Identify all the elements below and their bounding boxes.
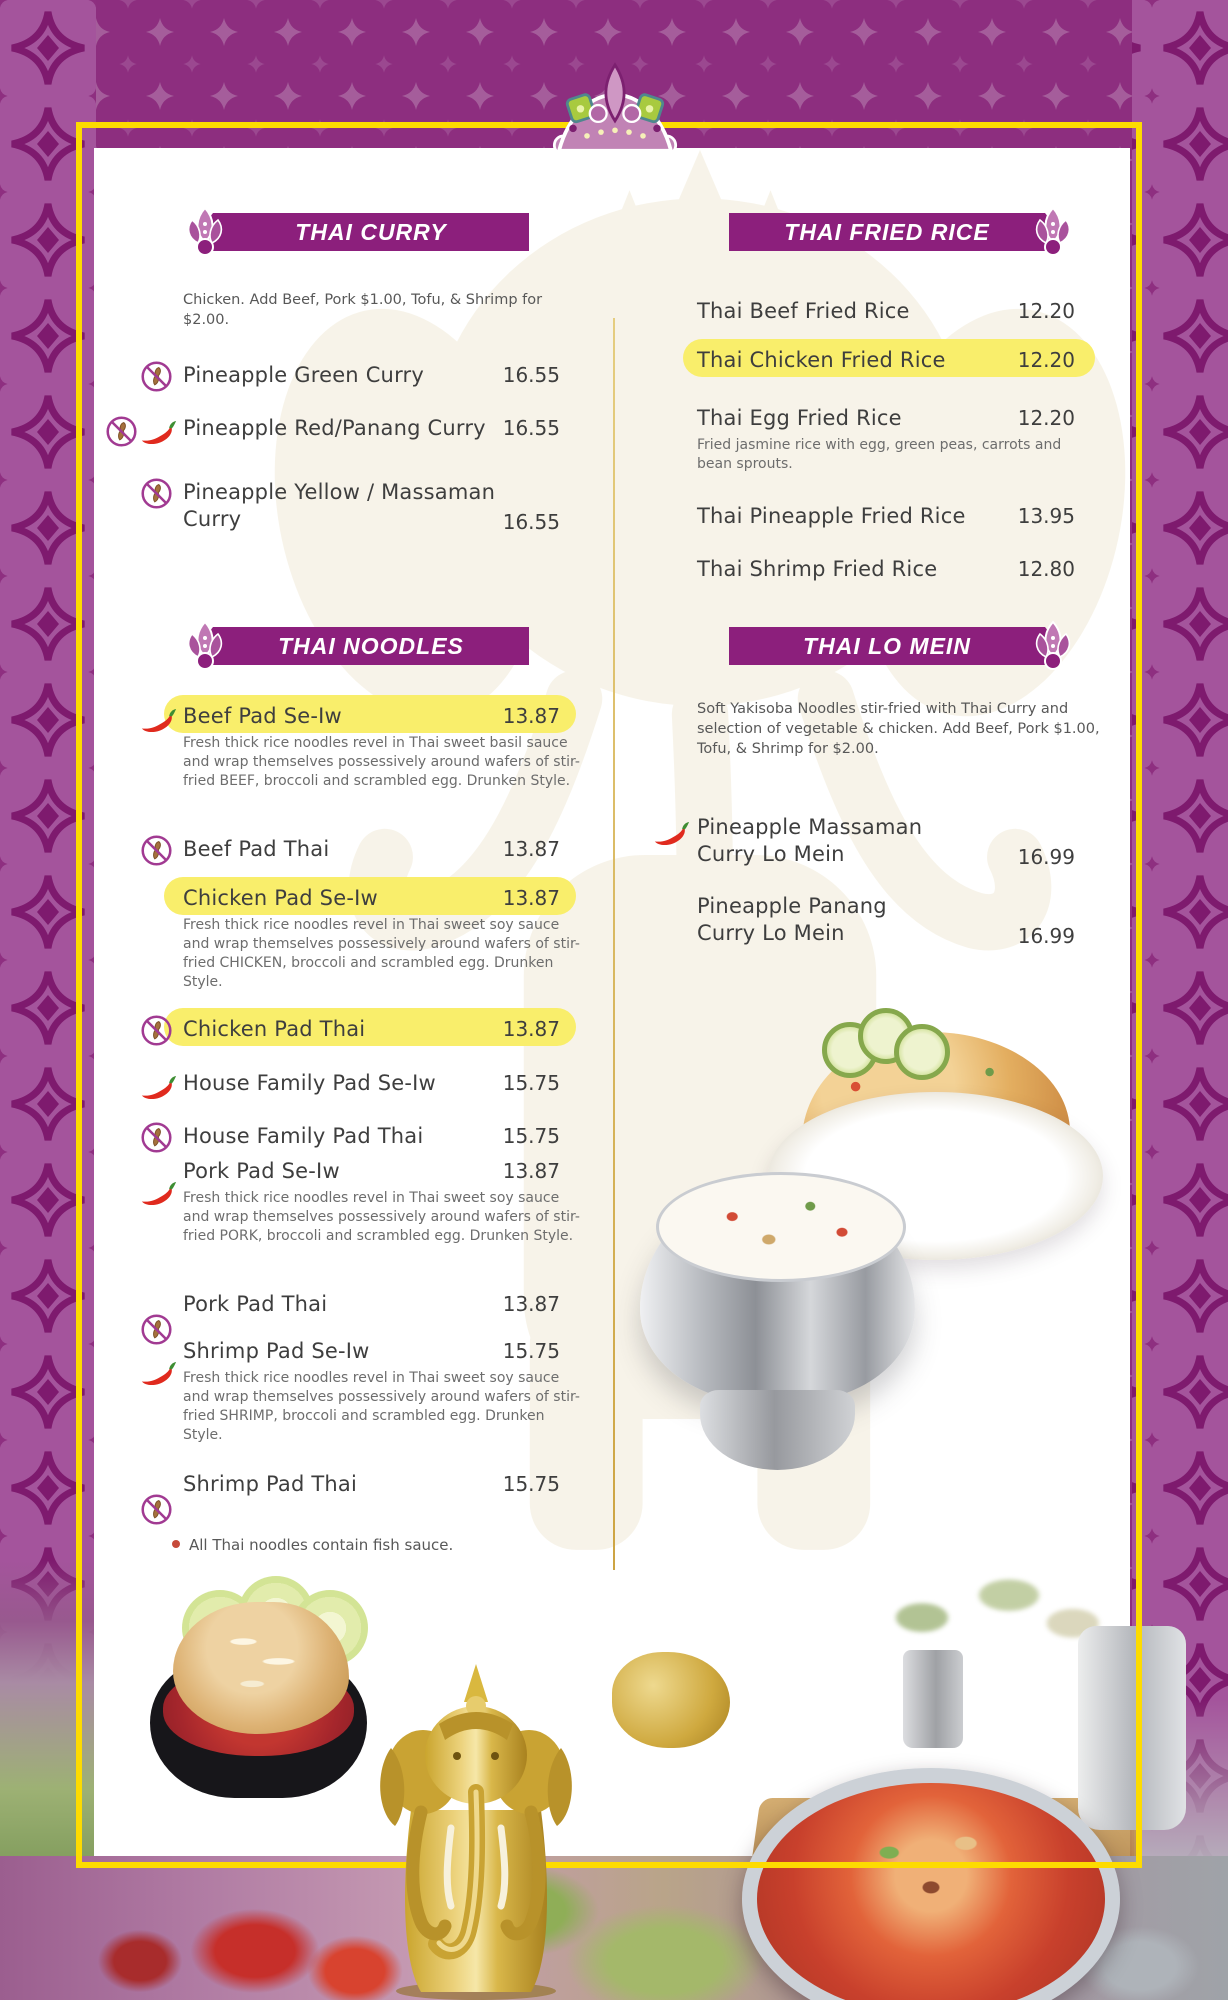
item-name: Thai Pineapple Fried Rice [697, 504, 966, 528]
item-name: Thai Beef Fried Rice [697, 299, 910, 323]
menu-item-row [653, 503, 1075, 530]
bullet-dot-icon [172, 1540, 180, 1548]
footnote-text: All Thai noodles contain fish sauce. [189, 1536, 454, 1554]
section-title: THAI CURRY [295, 219, 447, 245]
pad-thai-noodles [173, 1602, 349, 1734]
golden-elephant-statue [380, 1660, 572, 2000]
item-price: 15.75 [502, 1071, 560, 1095]
item-price: 12.20 [1017, 406, 1075, 430]
item-price: 15.75 [502, 1124, 560, 1148]
item-price: 13.87 [502, 1292, 560, 1316]
section-title: THAI FRIED RICE [784, 219, 990, 245]
section-banner-thai-noodles [213, 627, 529, 665]
menu-item-row [100, 362, 560, 389]
no-peanut-icon [140, 477, 173, 510]
menu-item-row [653, 347, 1075, 374]
menu-item-row [100, 415, 560, 442]
noodles-footnote [172, 1536, 453, 1554]
no-peanut-icon [140, 1014, 173, 1047]
item-name: Chicken Pad Thai [183, 1017, 366, 1041]
item-description: Fresh thick rice noodles revel in Thai sweet soy sauce and wrap themselves possessively around wafers of stir-fried PORK, broccoli and scrambled egg. Drunken Style. [183, 1190, 580, 1244]
section-title: THAI LO MEIN [803, 633, 971, 659]
item-name: House Family Pad Thai [183, 1124, 424, 1148]
item-price: 13.87 [502, 837, 560, 861]
coconut-soup-surface [656, 1172, 906, 1282]
menu-item-row [653, 405, 1075, 474]
menu-item-row [100, 885, 580, 992]
menu-item-row [653, 298, 1075, 325]
section-intro: Chicken. Add Beef, Pork $1.00, Tofu, & Shrimp for $2.00. [183, 292, 543, 328]
item-name: Thai Egg Fried Rice [697, 406, 902, 430]
cucumber-slice [894, 1024, 950, 1080]
item-name: Beef Pad Thai [183, 837, 330, 861]
lotus-ornament-icon [181, 620, 229, 672]
chili-icon [140, 419, 177, 448]
section-intro: Soft Yakisoba Noodles stir-fried with Thai Curry and selection of vegetable & chicken. Add Beef, Pork $1.00, Tofu, & Shrimp for $2.00. [697, 701, 1100, 757]
item-name: Chicken Pad Se-Iw [183, 886, 378, 910]
silver-pitcher-photo [1078, 1626, 1186, 1830]
item-price: 15.75 [502, 1472, 560, 1496]
menu-item-row [100, 703, 580, 791]
column-divider [613, 318, 615, 1570]
item-name: Pineapple Massaman Curry Lo Mein [697, 815, 923, 866]
lotus-ornament-icon [1029, 206, 1077, 258]
section-banner-thai-lo-mein [729, 627, 1045, 665]
menu-item-row [653, 893, 1075, 947]
menu-item-row [100, 1338, 580, 1445]
item-name: House Family Pad Se-Iw [183, 1071, 436, 1095]
item-name: Shrimp Pad Thai [183, 1472, 358, 1496]
item-price: 16.99 [1017, 924, 1075, 948]
item-name: Pineapple Yellow / Massaman Curry [183, 480, 496, 531]
item-price: 12.20 [1017, 299, 1075, 323]
menu-item-row [100, 1158, 580, 1246]
item-description: Fresh thick rice noodles revel in Thai sweet soy sauce and wrap themselves possessively around wafers of stir-fried SHRIMP, broccoli and scrambled egg. Drunken Style. [183, 1370, 580, 1443]
menu-item-row [100, 1070, 560, 1097]
silver-cup-photo [903, 1650, 963, 1748]
item-price: 13.87 [502, 886, 560, 910]
no-peanut-icon [140, 360, 173, 393]
item-description: Fried jasmine rice with egg, green peas, carrots and bean sprouts. [697, 437, 1062, 472]
menu-item-row [100, 1471, 560, 1498]
chili-icon [140, 1074, 177, 1103]
item-name: Pork Pad Thai [183, 1292, 328, 1316]
item-price: 16.55 [502, 416, 560, 440]
menu-item-row [653, 814, 1075, 868]
menu-item-row [100, 836, 560, 863]
item-name: Beef Pad Se-Iw [183, 704, 342, 728]
item-price: 15.75 [502, 1339, 560, 1363]
chili-icon [140, 707, 177, 736]
item-description: Fresh thick rice noodles revel in Thai sweet basil sauce and wrap themselves possessively around wafers of stir-fried BEEF, broccoli and scrambled egg. Drunken Style. [183, 735, 580, 789]
menu-item-row [100, 1291, 560, 1318]
gold-figurine-photo [612, 1652, 730, 1748]
item-price: 12.80 [1017, 557, 1075, 581]
item-description: Fresh thick rice noodles revel in Thai sweet soy sauce and wrap themselves possessively around wafers of stir-fried CHICKEN, broccoli and scrambled egg. Drunken Style. [183, 917, 580, 990]
chili-icon [140, 1180, 177, 1209]
item-name: Pork Pad Se-Iw [183, 1159, 340, 1183]
menu-item-row [100, 1123, 560, 1150]
item-name: Pineapple Panang Curry Lo Mein [697, 894, 887, 945]
item-price: 16.99 [1017, 845, 1075, 869]
chili-icon [653, 820, 690, 849]
menu-item-row [653, 556, 1075, 583]
item-price: 13.87 [502, 1159, 560, 1183]
item-price: 13.87 [502, 1017, 560, 1041]
item-name: Pineapple Red/Panang Curry [183, 416, 486, 440]
section-banner-thai-fried-rice [729, 213, 1045, 251]
no-peanut-icon [140, 1121, 173, 1154]
item-price: 13.95 [1017, 504, 1075, 528]
item-name: Thai Chicken Fried Rice [697, 348, 946, 372]
lotus-ornament-icon [1029, 620, 1077, 672]
no-peanut-icon [140, 1493, 173, 1526]
menu-item-row [100, 479, 560, 533]
no-peanut-icon [140, 834, 173, 867]
item-name: Pineapple Green Curry [183, 363, 424, 387]
menu-item-row [100, 1016, 560, 1043]
item-name: Shrimp Pad Se-Iw [183, 1339, 370, 1363]
section-title: THAI NOODLES [278, 633, 464, 659]
item-price: 13.87 [502, 704, 560, 728]
lotus-crown-ornament-icon [545, 60, 685, 152]
item-price: 16.55 [502, 363, 560, 387]
no-peanut-icon [105, 415, 138, 448]
item-price: 16.55 [502, 510, 560, 534]
item-name: Thai Shrimp Fried Rice [697, 557, 938, 581]
item-price: 12.20 [1017, 348, 1075, 372]
lotus-ornament-icon [181, 206, 229, 258]
section-banner-thai-curry [213, 213, 529, 251]
chili-icon [140, 1360, 177, 1389]
